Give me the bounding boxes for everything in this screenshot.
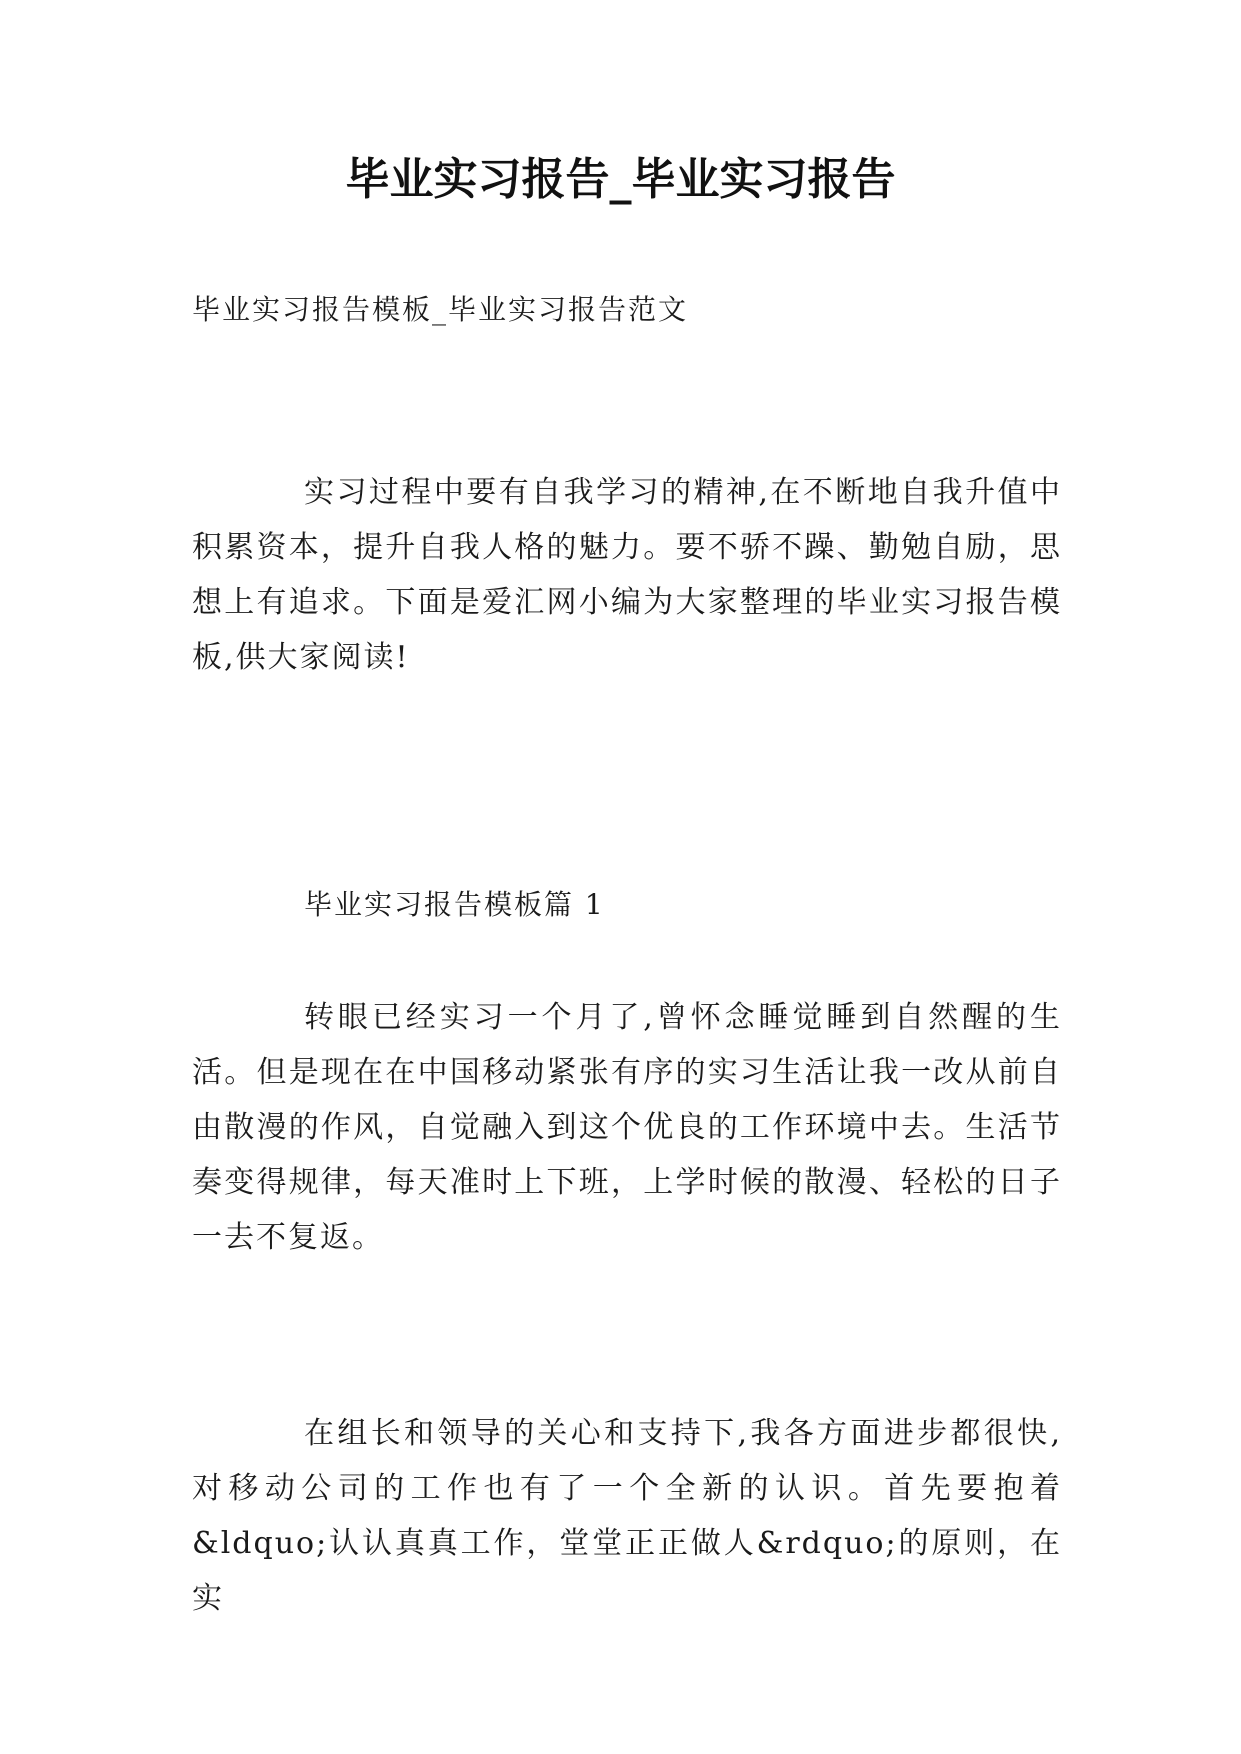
- document-title: 毕业实习报告_毕业实习报告: [345, 154, 896, 205]
- section-heading: 毕业实习报告模板篇 1: [304, 888, 605, 921]
- body-paragraph-2: 在组长和领导的关心和支持下,我各方面进步都很快,对移动公司的工作也有了一个全新的认识。首先要抱着&ldquo;认认真真工作，堂堂正正做人&rdquo;的原则，在实: [192, 1416, 1062, 1616]
- intro-paragraph: 实习过程中要有自我学习的精神,在不断地自我升值中积累资本，提升自我人格的魅力。要不骄不躁、勤勉自励，思想上有追求。下面是爱汇网小编为大家整理的毕业实习报告模板,供大家阅读!: [192, 475, 1062, 675]
- document-subtitle: 毕业实习报告模板_毕业实习报告范文: [192, 293, 689, 326]
- body-paragraph-1: 转眼已经实习一个月了,曾怀念睡觉睡到自然醒的生活。但是现在在中国移动紧张有序的实习生活让我一改从前自由散漫的作风，自觉融入到这个优良的工作环境中去。生活节奏变得规律，每天准时上下班，上学时候的散漫、轻松的日子一去不复返。: [192, 1000, 1062, 1255]
